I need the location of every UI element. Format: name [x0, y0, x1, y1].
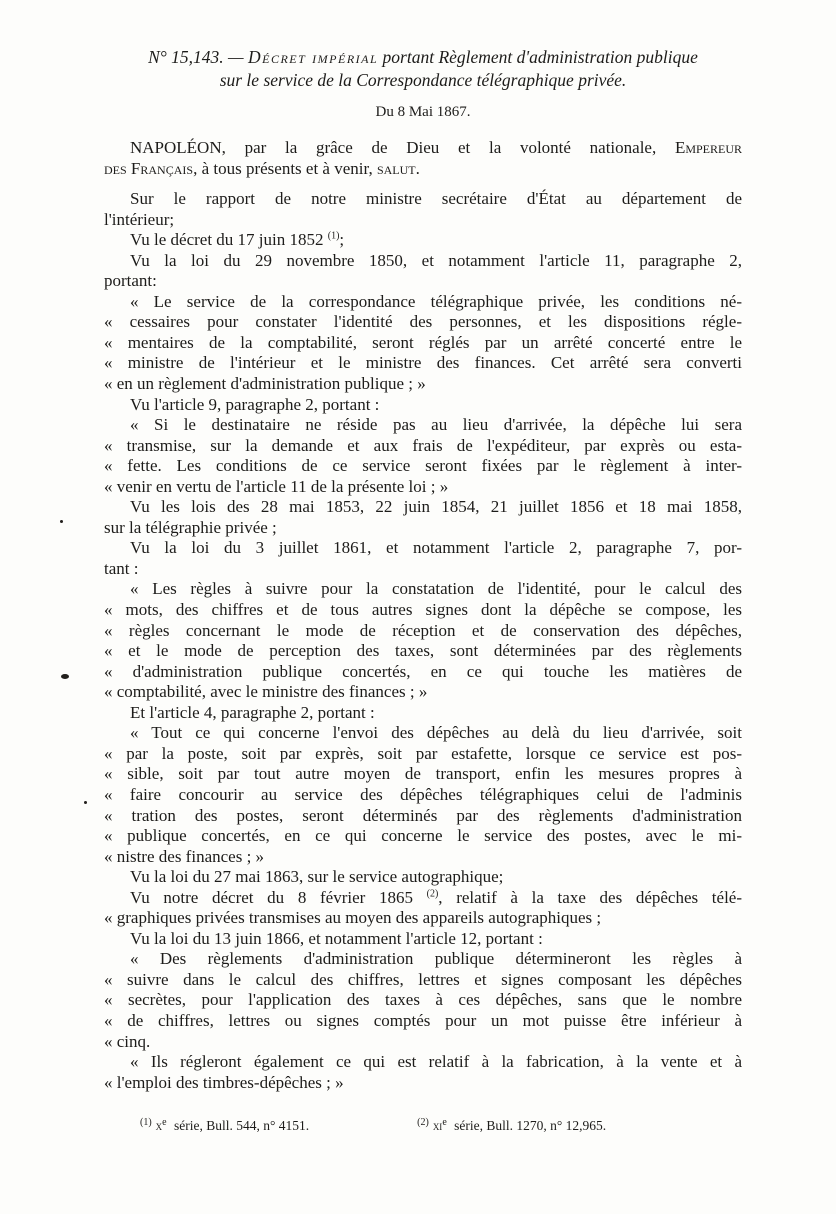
- footnotes: [104, 1117, 742, 1134]
- text-line: [104, 559, 742, 580]
- paragraph-salutation: [104, 138, 742, 179]
- text-segment: « fette. Les conditions de ce service seront fixées par le règlement à inter-: [104, 456, 742, 476]
- text-line: [104, 138, 742, 159]
- text-segment: « par la poste, soit par exprès, soit par estafette, lorsque ce service est pos-: [104, 743, 742, 763]
- paragraph-citation-article-4: [104, 723, 742, 867]
- decree-title-line: [104, 46, 742, 69]
- text-segment: l'intérieur;: [104, 209, 175, 229]
- footnote-2-series: xi: [432, 1118, 443, 1134]
- text-segment: « et le mode de perception des taxes, sont déterminées par des règlements: [104, 641, 742, 661]
- text-segment: « nistre des finances ; »: [104, 846, 265, 866]
- text-line: [104, 333, 742, 354]
- text-segment: portant:: [104, 271, 157, 291]
- text-segment: Sur le rapport de notre ministre secrétaire d'État au département de: [130, 189, 742, 209]
- text-segment: Vu la loi du 13 juin 1866, et notamment l'article 12, portant :: [130, 928, 543, 948]
- text-segment: « publique concertés, en ce qui concerne le service des postes, avec le mi-: [104, 826, 742, 846]
- footnote-1-text: série, Bull. 544, n° 4151.: [170, 1118, 310, 1134]
- text-line: [104, 703, 742, 724]
- decree-body: [104, 138, 742, 1093]
- decree-title-smallcaps: Décret impérial: [247, 47, 379, 67]
- paragraph-visa-lois-telegraphie: [104, 497, 742, 538]
- text-line: [104, 600, 742, 621]
- text-line: [104, 1011, 742, 1032]
- text-line: [104, 929, 742, 950]
- text-segment: « cinq.: [104, 1031, 151, 1051]
- text-segment: ;: [339, 230, 345, 250]
- text-segment: .: [415, 158, 420, 178]
- text-segment: NAPOLÉON, par la grâce de Dieu et la volonté nationale,: [130, 138, 675, 157]
- text-segment: Vu notre décret du 8 février 1865: [130, 887, 427, 907]
- text-line: [104, 847, 742, 868]
- text-line: [104, 888, 742, 909]
- text-segment: Vu la loi du 3 juillet 1861, et notamment l'article 2, paragraphe 7, por-: [130, 538, 742, 558]
- text-line: [104, 867, 742, 888]
- ink-speck: [61, 674, 69, 679]
- footnote-1-series: x: [155, 1118, 163, 1134]
- decree-title-rest: portant Règlement d'administration publique: [378, 47, 698, 67]
- text-line: [104, 949, 742, 970]
- paragraph-visa-loi-1861: [104, 538, 742, 579]
- footnote-2: [417, 1117, 606, 1134]
- text-segment: « en un règlement d'administration publique ; »: [104, 374, 426, 394]
- text-line: [104, 723, 742, 744]
- text-segment: Et l'article 4, paragraphe 2, portant :: [130, 702, 375, 722]
- footnote-1: [140, 1117, 309, 1134]
- text-segment: « faire concourir au service des dépêches télégraphiques celui de l'adminis: [104, 784, 742, 804]
- footnote-2-text: série, Bull. 1270, n° 12,965.: [450, 1118, 607, 1134]
- decree-number: N° 15,143. —: [148, 47, 244, 67]
- ink-speck: [84, 801, 87, 804]
- text-segment: « d'administration publique concertés, en ce qui touche les matières de: [104, 661, 742, 681]
- text-segment: Vu les lois des 28 mai 1853, 22 juin 1854, 21 juillet 1856 et 18 mai 1858,: [130, 497, 742, 517]
- paragraph-citation-loi-1866: [104, 949, 742, 1052]
- text-line: [104, 621, 742, 642]
- text-segment: , à tous présents et à venir,: [193, 158, 377, 178]
- text-segment: « l'emploi des timbres-dépêches ; »: [104, 1072, 344, 1092]
- text-segment: sur la télégraphie privée ;: [104, 517, 277, 537]
- text-line: [104, 908, 742, 929]
- text-segment: « ministre de l'intérieur et le ministre des finances. Cet arrêté sera converti: [104, 353, 742, 373]
- text-segment: « règles concernant le mode de réception et de conservation des dépêches,: [104, 620, 742, 640]
- text-segment: tant :: [104, 558, 139, 578]
- text-segment: « Les règles à suivre pour la constatation de l'identité, pour le calcul des: [130, 579, 742, 599]
- text-line: [104, 764, 742, 785]
- footnote-2-ordinal: e: [442, 1116, 447, 1128]
- paragraph-citation-loi-1866-suite: [104, 1052, 742, 1093]
- text-segment: « graphiques privées transmises au moyen des appareils autographiques ;: [104, 908, 602, 928]
- ink-speck: [60, 520, 63, 523]
- paragraph-visa-decret-1865: [104, 888, 742, 929]
- text-block: [104, 46, 742, 1134]
- paragraph-visa-loi-1866: [104, 929, 742, 950]
- text-line: [104, 970, 742, 991]
- text-segment: « transmise, sur la demande et aux frais de l'expéditeur, par exprès ou esta-: [104, 435, 742, 455]
- paragraph-visa-article-9: [104, 395, 742, 416]
- text-line: [104, 436, 742, 457]
- text-line: [104, 518, 742, 539]
- text-line: [104, 395, 742, 416]
- text-segment: « Ils régleront également ce qui est relatif à la fabrication, à la vente et à: [130, 1052, 742, 1072]
- decree-subtitle: sur le service de la Correspondance télégraphique privée.: [219, 70, 627, 90]
- text-line: [104, 477, 742, 498]
- text-segment: « mentaires de la comptabilité, seront réglés par un arrêté concerté entre le: [104, 332, 742, 352]
- text-line: [104, 189, 742, 210]
- text-line: [104, 785, 742, 806]
- paragraph-visa-loi-1863: [104, 867, 742, 888]
- text-segment: « Tout ce qui concerne l'envoi des dépêches au delà du lieu d'arrivée, soit: [130, 723, 742, 743]
- footnote-1-ordinal: e: [162, 1116, 167, 1128]
- text-line: [104, 682, 742, 703]
- text-line: [104, 230, 742, 251]
- footnote-reference: (2): [426, 888, 439, 900]
- text-segment: « suivre dans le calcul des chiffres, lettres et signes composant les dépêches: [104, 969, 742, 989]
- text-line: [104, 641, 742, 662]
- text-line: [104, 538, 742, 559]
- paragraph-rapport: [104, 189, 742, 230]
- footnote-2-marker: (2): [417, 1116, 429, 1128]
- text-line: [104, 826, 742, 847]
- text-line: [104, 1032, 742, 1053]
- paragraph-citation-loi-1861: [104, 579, 742, 702]
- text-line: [104, 1073, 742, 1094]
- text-line: [104, 159, 742, 180]
- decree-date: Du 8 Mai 1867.: [375, 104, 471, 120]
- text-line: [104, 662, 742, 683]
- text-line: [104, 456, 742, 477]
- text-line: [104, 374, 742, 395]
- text-line: [104, 744, 742, 765]
- text-segment: , relatif à la taxe des dépêches télé-: [438, 887, 742, 907]
- text-line: [104, 1052, 742, 1073]
- paragraph-visa-article-4: [104, 703, 742, 724]
- footnote-reference: (1): [327, 230, 340, 242]
- text-line: [104, 312, 742, 333]
- paragraph-citation-loi-1850: [104, 292, 742, 395]
- text-segment: « secrètes, pour l'application des taxes à ces dépêches, sans que le nombre: [104, 990, 742, 1010]
- text-segment: « venir en vertu de l'article 11 de la présente loi ; »: [104, 476, 449, 496]
- text-line: [104, 415, 742, 436]
- footnote-1-marker: (1): [140, 1116, 152, 1128]
- paragraph-citation-article-9: [104, 415, 742, 497]
- text-segment: « sible, soit par tout autre moyen de transport, enfin les mesures propres à: [104, 764, 742, 784]
- text-segment: Vu la loi du 29 novembre 1850, et notamment l'article 11, paragraphe 2,: [130, 250, 742, 270]
- text-line: [104, 271, 742, 292]
- text-segment: Empereur: [674, 138, 742, 157]
- text-segment: « tration des postes, seront déterminés par des règlements d'administration: [104, 805, 742, 825]
- text-line: [104, 579, 742, 600]
- text-segment: « de chiffres, lettres ou signes comptés pour un mot puisse être inférieur à: [104, 1010, 742, 1030]
- text-line: [104, 292, 742, 313]
- text-segment: Vu la loi du 27 mai 1863, sur le service autographique;: [130, 867, 504, 887]
- text-line: [104, 210, 742, 231]
- text-segment: « Des règlements d'administration publique détermineront les règles à: [130, 949, 742, 969]
- text-segment: Vu le décret du 17 juin 1852: [130, 230, 328, 250]
- text-segment: « comptabilité, avec le ministre des finances ; »: [104, 682, 428, 702]
- text-segment: Vu l'article 9, paragraphe 2, portant :: [130, 394, 380, 414]
- paragraph-visa-decret-1852: [104, 230, 742, 251]
- text-line: [104, 990, 742, 1011]
- text-segment: des Français: [104, 158, 194, 178]
- text-line: [104, 497, 742, 518]
- text-segment: « Si le destinataire ne réside pas au lieu d'arrivée, la dépêche lui sera: [130, 415, 742, 435]
- text-segment: « cessaires pour constater l'identité des personnes, et les dispositions régle-: [104, 312, 742, 332]
- text-segment: « mots, des chiffres et de tous autres signes dont la dépêche se compose, les: [104, 600, 742, 620]
- text-line: [104, 353, 742, 374]
- text-segment: salut: [376, 158, 416, 178]
- text-line: [104, 806, 742, 827]
- text-segment: « Le service de la correspondance télégraphique privée, les conditions né-: [130, 291, 742, 311]
- text-line: [104, 251, 742, 272]
- document-heading: [104, 46, 742, 92]
- paragraph-visa-loi-1850: [104, 251, 742, 292]
